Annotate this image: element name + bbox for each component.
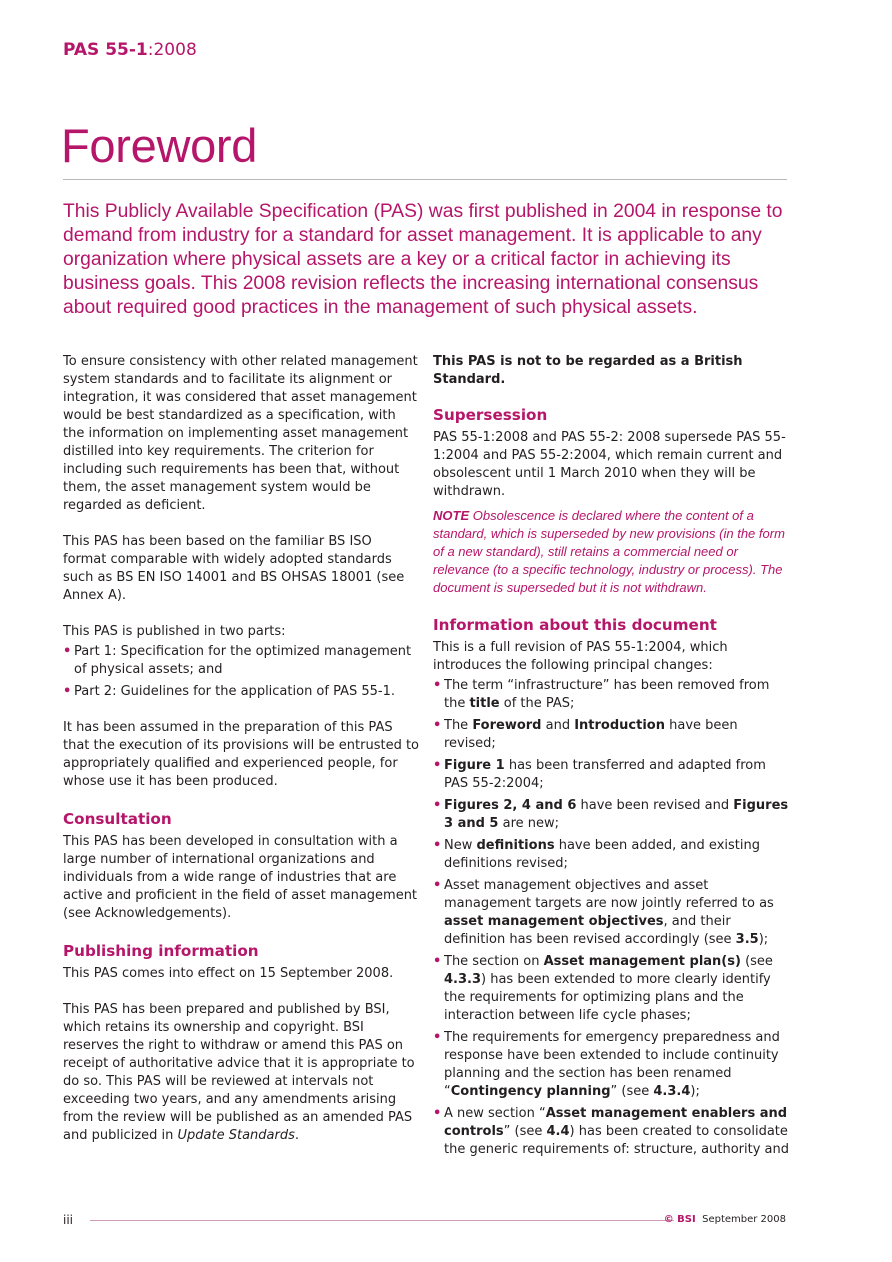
left-column <box>63 353 419 1163</box>
list-item: • The term “infrastructure” has been removed from the title of the PAS; <box>433 677 789 713</box>
list-item: • A new section “Asset management enablers and controls” (see 4.4) has been created to consolidate the generic requirements of: structure, authority and <box>433 1105 789 1159</box>
changes-list <box>433 677 789 1159</box>
paragraph: This PAS has been based on the familiar BS ISO format comparable with widely adopted standards such as BS EN ISO 14001 and BS OHSAS 18001 (see Annex A). <box>63 534 405 603</box>
list-item: • The requirements for emergency preparedness and response have been extended to include continuity planning and the section has been renamed “Contingency planning” (see 4.3.4); <box>433 1029 789 1101</box>
list-item: • Part 2: Guidelines for the application of PAS 55-1. <box>63 683 419 701</box>
paragraph: This PAS has been prepared and published by BSI, which retains its ownership and copyright. BSI reserves the right to withdraw or amend this PAS on receipt of authoritative advice that it is appropriate to do so. This PAS will be reviewed at intervals not exceeding two years, and any amendments arising from the review will be published as an amended PAS and publicized in Update Standards. <box>63 1002 415 1143</box>
page-title: Foreword <box>61 119 258 172</box>
paragraph: PAS 55-1:2008 and PAS 55-2: 2008 supersede PAS 55-1:2004 and PAS 55-2:2004, which remain current and obsolescent until 1 March 2010 when they will be withdrawn. <box>433 430 786 499</box>
section-heading-supersession: Supersession <box>433 406 548 424</box>
section-heading-information: Information about this document <box>433 616 717 634</box>
paragraph: This PAS has been developed in consultation with a large number of international organizations and individuals from a wide range of industries that are active and proficient in the field of asset management (see Acknowledgements). <box>63 834 418 921</box>
note: NOTE Obsolescence is declared where the content of a standard, which is superseded by new provisions (in the form of a new standard), still retains a commercial need or relevance (to a specific technology, industry or process). The document is superseded but it is not withdrawn. <box>433 508 785 595</box>
list-item: • Figure 1 has been transferred and adapted from PAS 55-2:2004; <box>433 757 789 793</box>
page-number: iii <box>63 1213 74 1227</box>
not-standard-statement: This PAS is not to be regarded as a British Standard. <box>433 354 743 387</box>
paragraph: To ensure consistency with other related management system standards and to facilitate its alignment or integration, it was considered that asset management would be best standardized as a specification, with the information on implementing asset management distilled into key requirements. The criterion for including such requirements has been that, without them, the asset management system would be regarded as deficient. <box>63 354 418 513</box>
section-heading-consultation: Consultation <box>63 810 172 828</box>
footer-divider <box>90 1220 674 1221</box>
bsi-brand: © BSI <box>663 1214 696 1225</box>
list-item: • The section on Asset management plan(s) (see 4.3.3) has been extended to more clearly identify the requirements for optimizing plans and the interaction between life cycle phases; <box>433 953 789 1025</box>
paragraph: This PAS is published in two parts: <box>63 624 286 639</box>
paragraph: It has been assumed in the preparation of this PAS that the execution of its provisions will be entrusted to appropriately qualified and experienced people, for whose use it has been produced. <box>63 720 420 789</box>
list-item: • New definitions have been added, and existing definitions revised; <box>433 837 789 873</box>
title-divider <box>63 179 787 180</box>
section-heading-publishing: Publishing information <box>63 942 259 960</box>
list-item: • The Foreword and Introduction have been revised; <box>433 717 789 753</box>
intro-paragraph: This Publicly Available Specification (PAS) was first published in 2004 in response to demand from industry for a standard for asset management. It is applicable to any organization where physical assets are a key or a critical factor in achieving its business goals. This 2008 revision reflects the increasing international consensus about required good practices in the management of such physical assets. <box>63 201 783 318</box>
right-column <box>433 353 789 1177</box>
list-item: • Part 1: Specification for the optimized management of physical assets; and <box>63 643 419 679</box>
list-item: • Figures 2, 4 and 6 have been revised and Figures 3 and 5 are new; <box>433 797 789 833</box>
paragraph: This PAS comes into effect on 15 September 2008. <box>63 966 394 981</box>
list-item: • Asset management objectives and asset management targets are now jointly referred to as asset management objectives, and their definition has been revised accordingly (see 3.5); <box>433 877 789 949</box>
publication-date: September 2008 <box>702 1214 786 1225</box>
document-id: PAS 55-1:2008 <box>63 40 197 60</box>
footer-publisher <box>664 1214 786 1225</box>
parts-list <box>63 643 419 701</box>
paragraph: This is a full revision of PAS 55-1:2004, which introduces the following principal changes: <box>433 640 728 673</box>
